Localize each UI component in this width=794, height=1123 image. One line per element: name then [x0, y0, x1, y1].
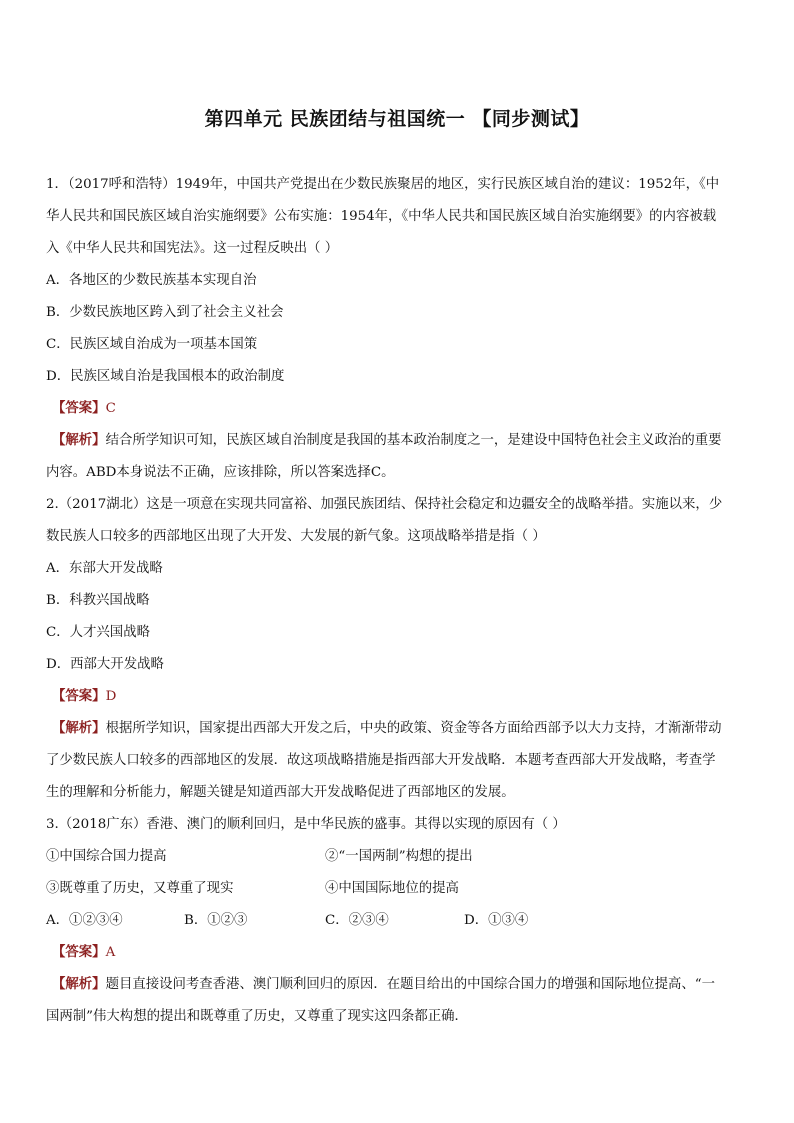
q3-analysis-label: 【解析】 [52, 977, 106, 992]
q3-item-4: ④中国国际地位的提高 [325, 881, 459, 896]
q1-answer-label: 【答案】 [52, 401, 106, 416]
q3-answer-label: 【答案】 [52, 945, 106, 960]
q2-option-b: B．科教兴国战略 [46, 593, 150, 608]
q1-analysis-line-2: 内容。ABD本身说法不正确，应该排除，所以答案选择C。 [46, 465, 395, 480]
q3-analysis-text-1: 题目直接设问考查香港、澳门顺利回归的原因．在题目给出的中国综合国力的增强和国际地位提高、“一 [105, 977, 715, 992]
q2-analysis-line-3: 生的理解和分析能力，解题关键是知道西部大开发战略促进了西部地区的发展。 [46, 785, 515, 800]
q3-item-3: ③既尊重了历史，又尊重了现实 [46, 881, 234, 896]
q1-analysis-text-1: 结合所学知识可知，民族区域自治制度是我国的基本政治制度之一，是建设中国特色社会主义政治的重要 [105, 433, 722, 448]
q1-option-b: B．少数民族地区跨入到了社会主义社会 [46, 305, 284, 320]
q3-option-b: B．①②③ [184, 913, 248, 928]
q1-option-d: D．民族区域自治是我国根本的政治制度 [46, 369, 285, 384]
q2-option-c: C．人才兴国战略 [46, 625, 150, 640]
q3-item-1: ①中国综合国力提高 [46, 849, 167, 864]
q3-analysis-line-1 [52, 974, 756, 996]
q3-stem: 3.（2018广东）香港、澳门的顺利回归，是中华民族的盛事。其得以实现的原因有（ ） [46, 817, 566, 832]
q3-answer-value: A [105, 945, 116, 960]
q2-analysis-text-1: 根据所学知识，国家提出西部大开发之后，中央的政策、资金等各方面给西部予以大力支持，才渐渐带动 [105, 721, 722, 736]
q1-answer-value: C [105, 401, 116, 416]
q2-stem-line-2: 数民族人口较多的西部地区出现了大开发、大发展的新气象。这项战略举措是指（ ） [46, 529, 546, 544]
q2-analysis-label: 【解析】 [52, 721, 106, 736]
q3-answer [52, 942, 756, 964]
q1-analysis-line-1 [52, 430, 756, 452]
q2-option-d: D．西部大开发战略 [46, 657, 164, 672]
q3-analysis-line-2: 国两制”伟大构想的提出和既尊重了历史，又尊重了现实这四条都正确． [46, 1009, 468, 1024]
q2-answer [52, 686, 756, 708]
q3-option-d: D．①③④ [464, 913, 529, 928]
q1-option-a: A．各地区的少数民族基本实现自治 [46, 273, 257, 288]
q1-stem-line-3: 入《中华人民共和国宪法》。这一过程反映出（ ） [46, 241, 339, 256]
q3-item-2: ②“一国两制”构想的提出 [325, 849, 473, 864]
q2-analysis-line-2: 了少数民族人口较多的西部地区的发展．故这项战略措施是指西部大开发战略．本题考查西部大开发战略，考查学 [46, 753, 716, 768]
q1-option-c: C．民族区域自治成为一项基本国策 [46, 337, 258, 352]
q1-stem-line-2: 华人民共和国民族区域自治实施纲要》公布实施：1954年，《中华人民共和国民族区域自治实施纲要》的内容被载 [46, 209, 717, 224]
q1-stem-line-1: 1．（2017呼和浩特）1949年，中国共产党提出在少数民族聚居的地区，实行民族区域自治的建议：1952年，《中 [46, 177, 720, 192]
q2-answer-value: D [105, 689, 117, 704]
q1-answer [52, 398, 756, 420]
q3-option-a: A．①②③④ [46, 913, 123, 928]
q2-option-a: A．东部大开发战略 [46, 561, 163, 576]
q3-option-c: C．②③④ [325, 913, 389, 928]
q2-analysis-line-1 [52, 718, 756, 740]
q1-analysis-label: 【解析】 [52, 433, 106, 448]
q2-answer-label: 【答案】 [52, 689, 106, 704]
page-title: 第四单元 民族团结与祖国统一 【同步测试】 [204, 108, 590, 130]
q2-stem-line-1: 2.（2017湖北）这是一项意在实现共同富裕、加强民族团结、保持社会稳定和边疆安全的战略举措。实施以来，少 [46, 497, 723, 512]
